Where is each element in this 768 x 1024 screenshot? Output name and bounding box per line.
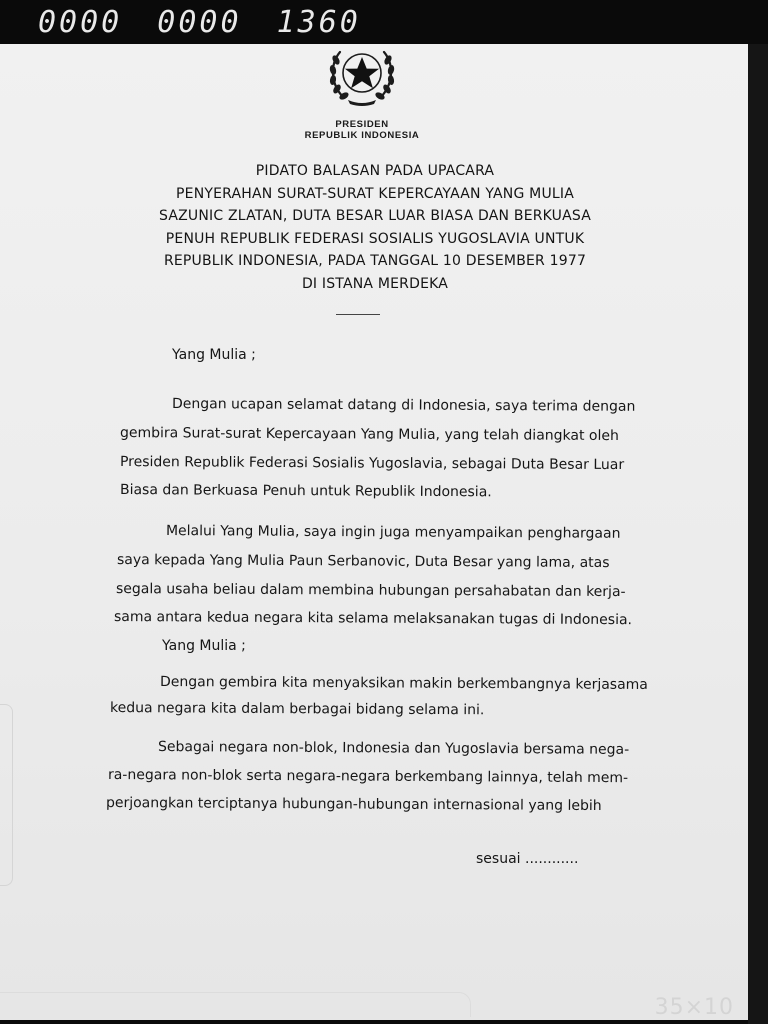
title-line: REPUBLIK INDONESIA, PADA TANGGAL 10 DESEMBER 1977 — [163, 253, 587, 269]
paragraph-1-line: Dengan ucapan selamat datang di Indonesia, saya terima dengan — [171, 396, 636, 415]
paragraph-4-line: Sebagai negara non-blok, Indonesia dan Yugoslavia bersama nega- — [157, 739, 630, 758]
paragraph-2-line: Melalui Yang Mulia, saya ingin juga menyampaikan penghargaan — [165, 523, 621, 542]
salutation: Yang Mulia ; — [162, 638, 246, 654]
paragraph-4-line: ra-negara non-blok serta negara-negara berkembang lainnya, telah mem- — [107, 767, 629, 787]
document-title — [150, 160, 600, 295]
paragraph-1-line: Biasa dan Berkuasa Penuh untuk Republik Indonesia. — [119, 482, 492, 501]
underlying-page-edge — [0, 992, 471, 1017]
title-line: SAZUNIC ZLATAN, DUTA BESAR LUAR BIASA DAN BERKUASA — [158, 208, 592, 224]
paragraph-2-line: segala usaha beliau dalam membina hubungan persahabatan dan kerja- — [115, 581, 626, 601]
paragraph-2-line: sama antara kedua negara kita selama melaksanakan tugas di Indonesia. — [113, 609, 633, 629]
title-underline — [336, 314, 380, 315]
garuda-emblem-icon — [318, 44, 406, 108]
paragraph-3-line: kedua negara kita dalam berbagai bidang selama ini. — [109, 700, 485, 719]
underlying-page-edge — [0, 704, 13, 886]
film-border-right — [748, 44, 768, 1024]
paragraph-4-line: perjoangkan terciptanya hubungan-hubungan internasional yang lebih — [105, 795, 602, 815]
film-corner-mark: 35×10 — [654, 995, 734, 1020]
paragraph-1-line: Presiden Republik Federasi Sosialis Yugoslavia, sebagai Duta Besar Luar — [119, 454, 625, 474]
document-page — [0, 44, 748, 1020]
letterhead-line-2: REPUBLIK INDONESIA — [304, 130, 420, 141]
title-line: PENUH REPUBLIK FEDERASI SOSIALIS YUGOSLAVIA UNTUK — [165, 230, 585, 247]
title-line: PENYERAHAN SURAT-SURAT KEPERCAYAAN YANG MULIA — [176, 185, 574, 202]
continuation-catchword: sesuai ............ — [476, 851, 579, 867]
title-line: DI ISTANA MERDEKA — [301, 275, 449, 292]
frame-counter: 0000 0000 1360 — [38, 5, 361, 40]
title-line: PIDATO BALASAN PADA UPACARA — [255, 163, 495, 179]
letterhead-line-1: PRESIDEN — [335, 119, 389, 130]
paragraph-3-line: Dengan gembira kita menyaksikan makin berkembangnya kerjasama — [159, 674, 648, 693]
paragraph-1-line: gembira Surat-surat Kepercayaan Yang Mulia, yang telah diangkat oleh — [119, 425, 619, 445]
paragraph-2-line: saya kepada Yang Mulia Paun Serbanovic, Duta Besar yang lama, atas — [116, 552, 610, 572]
salutation: Yang Mulia ; — [172, 347, 256, 363]
